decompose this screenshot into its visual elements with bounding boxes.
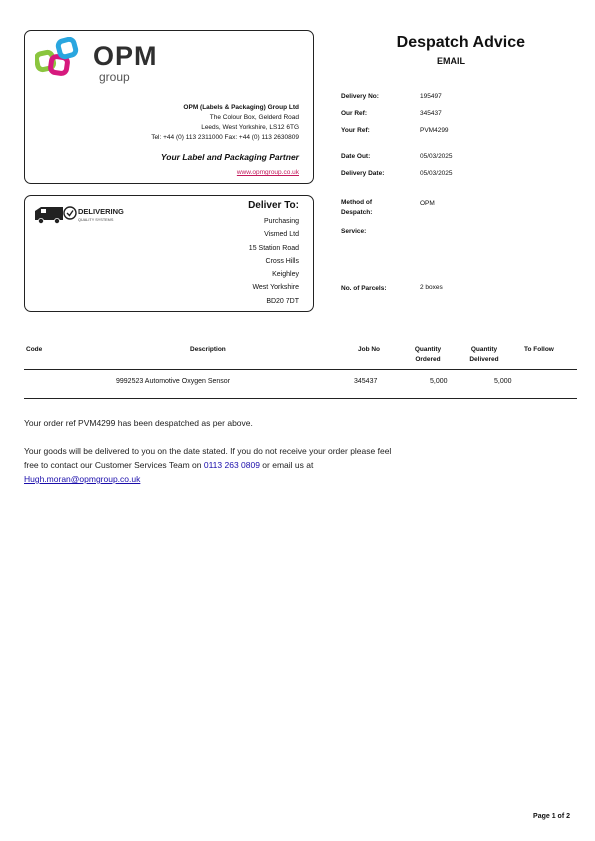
parcels-value: 2 boxes bbox=[420, 284, 443, 291]
delivery-van-icon bbox=[33, 202, 133, 224]
col-job-no-header: Job No bbox=[358, 346, 381, 353]
company-website-link[interactable]: www.opmgroup.co.uk bbox=[236, 169, 299, 176]
document-method: EMAIL bbox=[437, 56, 465, 66]
message-line-4 bbox=[24, 472, 140, 486]
brand-name: OPM bbox=[93, 41, 158, 71]
address-line: West Yorkshire bbox=[252, 284, 299, 292]
col-qty-ordered-header: Quantity Ordered bbox=[414, 346, 442, 363]
company-city: Leeds, West Yorkshire, LS12 6TG bbox=[201, 124, 299, 131]
document-title: Despatch Advice bbox=[396, 34, 525, 51]
method-of-despatch-label: Method of Despatch: bbox=[341, 199, 373, 216]
deliver-to-box bbox=[24, 195, 314, 312]
opm-logo-icon bbox=[35, 37, 90, 77]
row-job-no: 345437 bbox=[354, 378, 378, 385]
delivery-date-value: 05/03/2025 bbox=[420, 170, 453, 177]
our-ref-value: 345437 bbox=[420, 110, 442, 117]
address-line: Purchasing bbox=[263, 218, 299, 225]
row-qty-ordered: 5,000 bbox=[430, 378, 448, 385]
deliver-to-title: Deliver To: bbox=[248, 200, 299, 211]
address-line: BD20 7DT bbox=[266, 297, 299, 305]
company-header-box bbox=[24, 30, 314, 184]
delivering-word: DELIVERING bbox=[78, 207, 124, 216]
address-line: Keighley bbox=[272, 271, 299, 279]
message-line-2: Your goods will be delivered to you on the date stated. If you do not receive your order please feel bbox=[24, 446, 392, 456]
table-bottom-rule bbox=[24, 398, 577, 399]
date-out-label: Date Out: bbox=[341, 153, 371, 160]
method-of-despatch-value: OPM bbox=[420, 200, 435, 207]
col-qty-delivered-header: Quantity Delivered bbox=[469, 346, 499, 363]
company-tagline: Your Label and Packaging Partner bbox=[160, 152, 299, 162]
email-link[interactable]: Hugh.moran@opmgroup.co.uk bbox=[24, 474, 141, 484]
address-line: Cross Hills bbox=[265, 257, 299, 265]
deliver-to-address bbox=[249, 215, 299, 308]
page-number: Page 1 of 2 bbox=[533, 813, 570, 820]
address-line: Vismed Ltd bbox=[264, 231, 299, 239]
brand-sub: group bbox=[99, 70, 130, 84]
company-street: The Colour Box, Gelderd Road bbox=[209, 114, 299, 121]
phone-link[interactable]: 0113 263 0809 bbox=[203, 460, 260, 470]
col-to-follow-header: To Follow bbox=[524, 346, 554, 353]
parcels-label: No. of Parcels: bbox=[341, 285, 387, 292]
message-prefix: free to contact our Customer Services Team on bbox=[24, 460, 204, 470]
date-out-value: 05/03/2025 bbox=[420, 153, 453, 160]
delivery-no-label: Delivery No: bbox=[341, 93, 379, 100]
col-code-header: Code bbox=[26, 346, 43, 353]
our-ref-label: Our Ref: bbox=[341, 110, 367, 117]
message-line-1: Your order ref PVM4299 has been despatched as per above. bbox=[24, 418, 253, 428]
message-suffix: or email us at bbox=[259, 460, 314, 470]
message-line-3 bbox=[24, 458, 313, 472]
service-label: Service: bbox=[341, 228, 367, 235]
table-top-rule bbox=[24, 369, 577, 370]
delivering-sub: QUALITY SYSTEMS bbox=[78, 218, 114, 222]
company-name: OPM (Labels & Packaging) Group Ltd bbox=[183, 104, 299, 111]
row-description: 9992523 Automotive Oxygen Sensor bbox=[116, 378, 231, 385]
col-description-header: Description bbox=[190, 346, 226, 353]
your-ref-label: Your Ref: bbox=[341, 127, 370, 134]
delivery-no-value: 195497 bbox=[420, 93, 442, 100]
row-qty-delivered: 5,000 bbox=[494, 378, 512, 385]
address-line: 15 Station Road bbox=[248, 244, 299, 252]
your-ref-value: PVM4299 bbox=[420, 127, 449, 134]
company-address bbox=[39, 103, 299, 143]
delivery-date-label: Delivery Date: bbox=[341, 170, 385, 177]
company-phone: Tel: +44 (0) 113 2311000 Fax: +44 (0) 113 2630809 bbox=[151, 134, 299, 141]
